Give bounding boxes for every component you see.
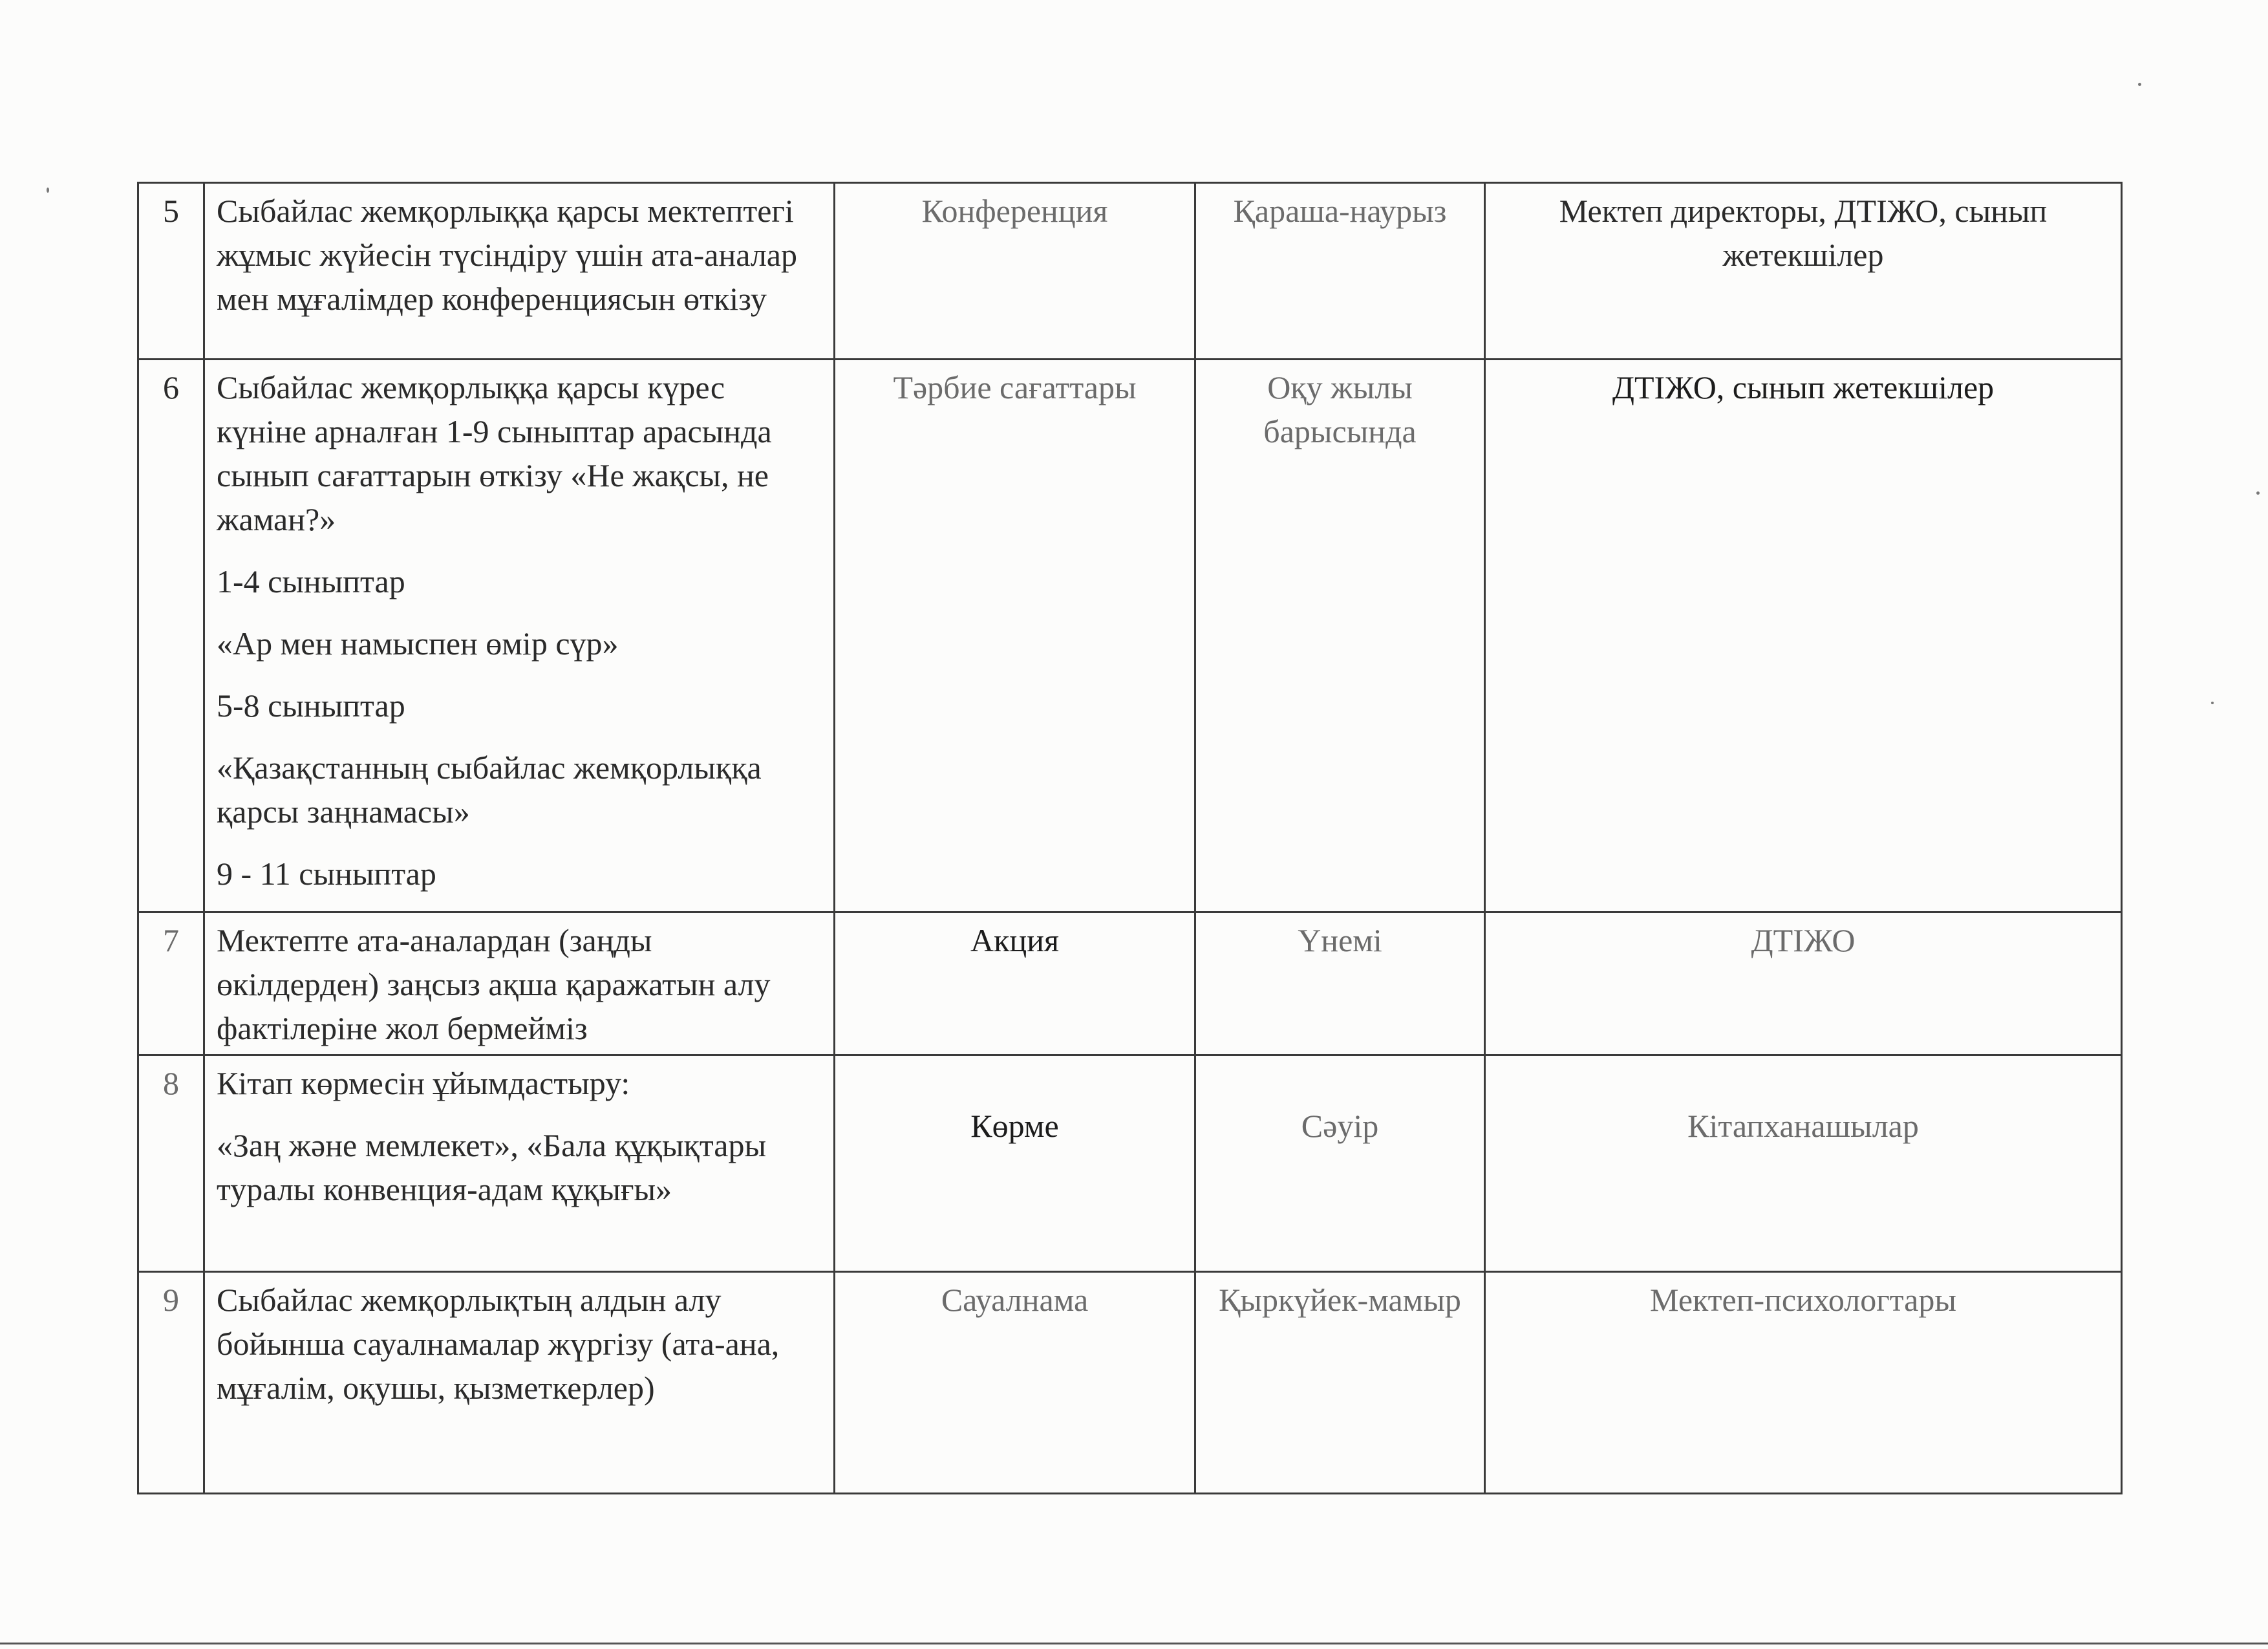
- table-row: [138, 1055, 2122, 1272]
- form-text: Көрме: [970, 1108, 1059, 1144]
- event-cell: [204, 1272, 835, 1494]
- event-cell: [204, 1055, 835, 1272]
- row-number: 6: [138, 360, 204, 912]
- scan-edge-line: [0, 1643, 2268, 1644]
- event-cell: [204, 360, 835, 912]
- time-cell: Қараша-наурыз: [1195, 183, 1485, 360]
- table-row: [138, 912, 2122, 1055]
- responsible-cell: [1485, 1055, 2122, 1272]
- time-cell: Қыркүйек-мамыр: [1195, 1272, 1485, 1494]
- anti-corruption-plan-table: [137, 182, 2123, 1494]
- responsible-cell: Мектеп-психологтары: [1485, 1272, 2122, 1494]
- table-row: [138, 183, 2122, 360]
- event-text: Мектепте ата-аналардан (заңды өкілдерден) заңсыз ақша қаражатын алу фактілеріне жол бермейміз: [217, 922, 771, 1046]
- responsible-cell: Мектеп директоры, ДТІЖО, сынып жетекшілер: [1485, 183, 2122, 360]
- scan-speck: [2138, 83, 2141, 86]
- form-cell: [835, 1055, 1195, 1272]
- event-text: 1-4 сыныптар: [217, 563, 405, 599]
- row-number: 9: [138, 1272, 204, 1494]
- event-text: Кітап көрмесін ұйымдастыру:: [217, 1065, 630, 1101]
- event-text: 9 - 11 сыныптар: [217, 856, 436, 892]
- form-cell: Тәрбие сағаттары: [835, 360, 1195, 912]
- responsible-cell: ДТІЖО: [1485, 912, 2122, 1055]
- time-text: Сәуір: [1301, 1108, 1379, 1144]
- scan-speck: [47, 188, 49, 193]
- time-cell: Үнемі: [1195, 912, 1485, 1055]
- responsible-cell: ДТІЖО, сынып жетекшілер: [1485, 360, 2122, 912]
- scan-speck: [2211, 702, 2214, 704]
- event-text: Сыбайлас жемқорлыққа қарсы күрес күніне арналған 1-9 сыныптар арасында сынып сағаттарын өткізу «Не жақсы, не жаман?»: [217, 369, 772, 537]
- event-cell: [204, 912, 835, 1055]
- event-text: Сыбайлас жемқорлыққа қарсы мектептегі жұмыс жүйесін түсіндіру үшін ата-аналар мен мұғалімдер конференциясын өткізу: [217, 193, 797, 317]
- event-text: «Заң және мемлекет», «Бала құқықтары туралы конвенция-адам құқығы»: [217, 1127, 767, 1207]
- responsible-text: Кітапханашылар: [1687, 1108, 1919, 1144]
- table-row: [138, 360, 2122, 912]
- time-cell: [1195, 1055, 1485, 1272]
- time-cell: Оқу жылы барысында: [1195, 360, 1485, 912]
- form-cell: Акция: [835, 912, 1195, 1055]
- event-cell: [204, 183, 835, 360]
- event-text: Сыбайлас жемқорлықтың алдын алу бойынша сауалнамалар жүргізу (ата-ана, мұғалім, оқушы, қызметкерлер): [217, 1282, 780, 1406]
- row-number: 8: [138, 1055, 204, 1272]
- row-number: 7: [138, 912, 204, 1055]
- event-text: 5-8 сыныптар: [217, 687, 405, 724]
- table-row: [138, 1272, 2122, 1494]
- event-text: «Ар мен намыспен өмір сүр»: [217, 625, 619, 662]
- row-number: 5: [138, 183, 204, 360]
- form-cell: Конференция: [835, 183, 1195, 360]
- event-text: «Қазақстанның сыбайлас жемқорлыққа қарсы заңнамасы»: [217, 749, 762, 830]
- form-cell: Сауалнама: [835, 1272, 1195, 1494]
- scan-speck: [2256, 491, 2260, 495]
